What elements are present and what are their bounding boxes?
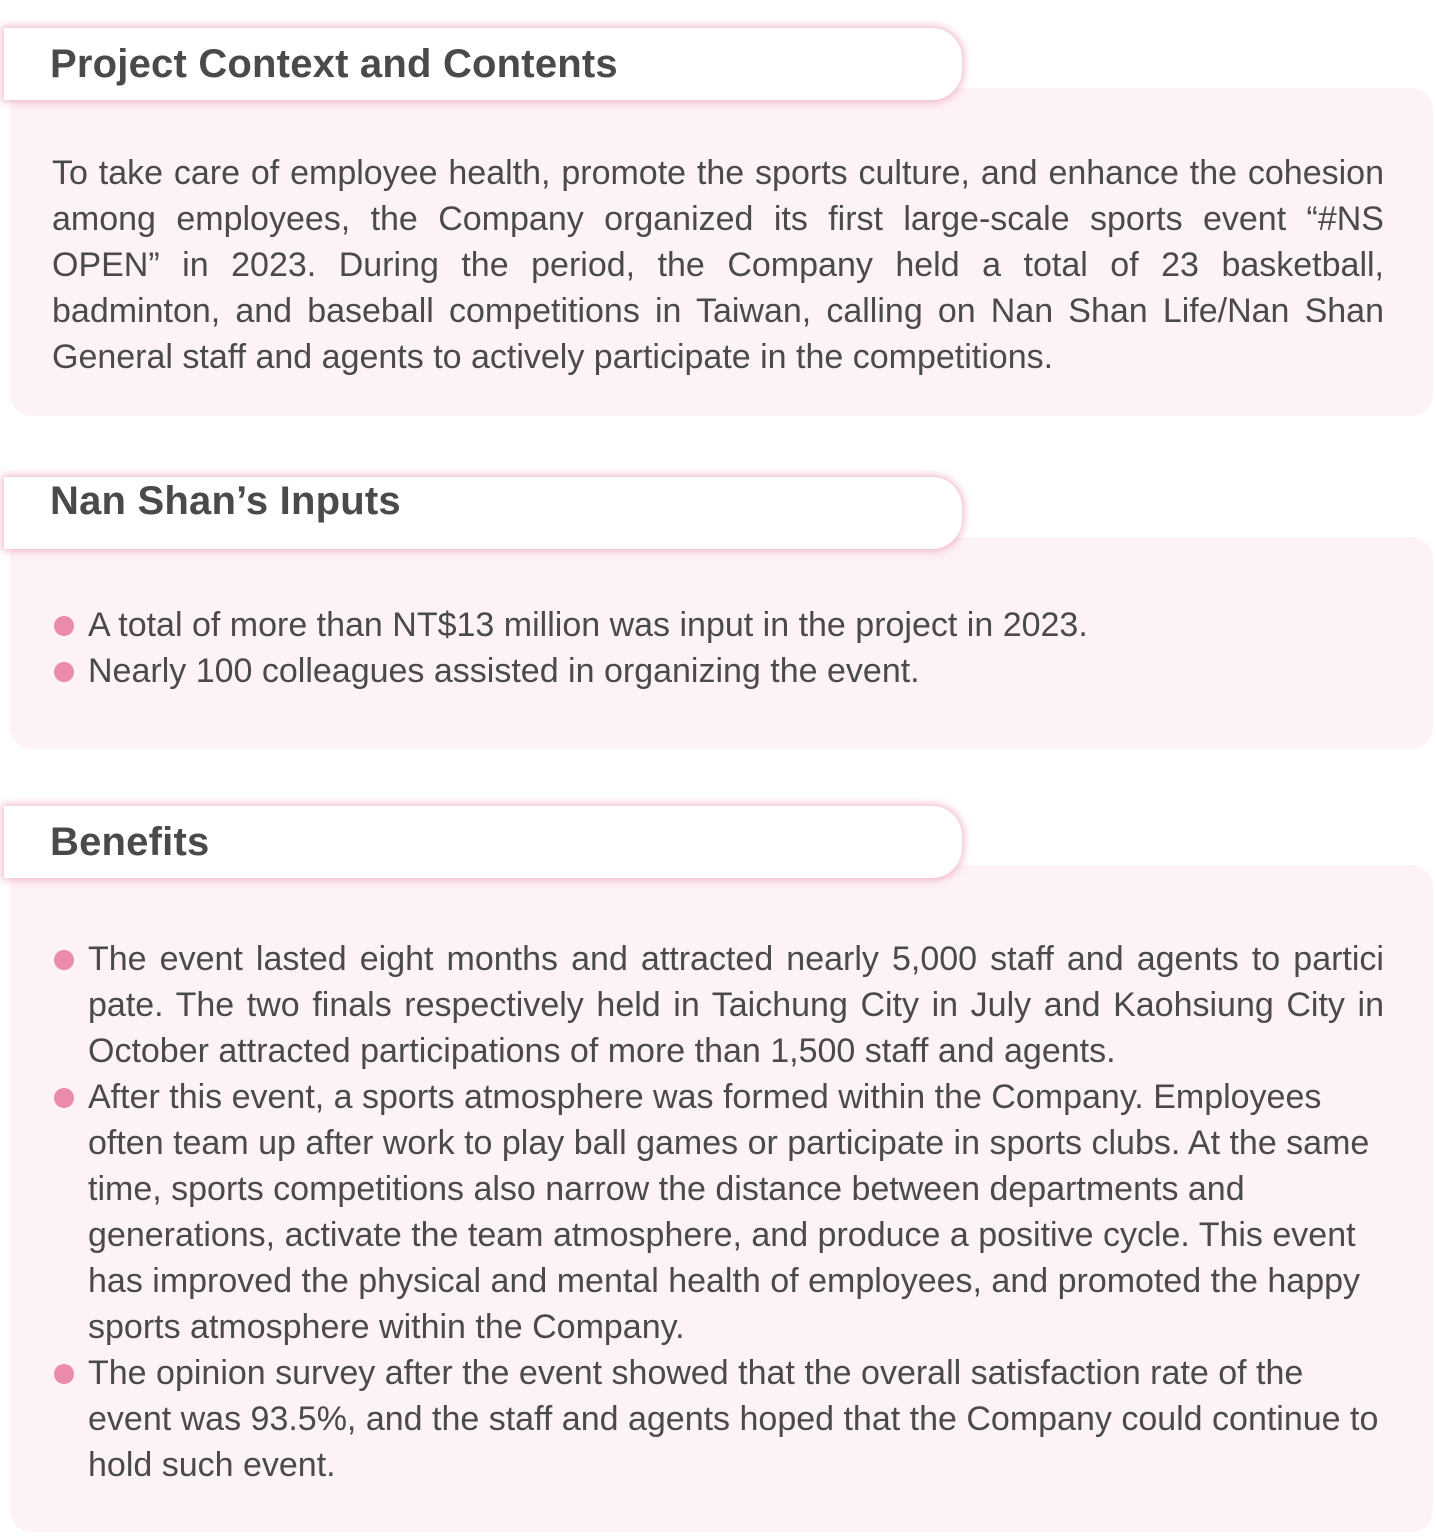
list-item-text: After this event, a sports atmosphere was formed within the Company. Employees often team up after work to play ball games or participate in sports clubs. At the same time, sports competitions also narrow the distance between departments and generations, activate the team atmosphere, and produce a positive cycle. This event has improved the physical and mental health of employees, and promoted the happy sports atmosphere within the Company. (88, 1078, 1370, 1346)
list-item (52, 1350, 1384, 1488)
bullet-icon (54, 950, 74, 970)
benefits-list (52, 936, 1384, 1488)
list-item (52, 1074, 1384, 1350)
inputs-header (4, 477, 962, 549)
bullet-icon (54, 1088, 74, 1108)
list-item (52, 936, 1384, 1074)
list-item (52, 648, 1384, 694)
project-context-header (4, 28, 962, 100)
list-item-text: Nearly 100 colleagues assisted in organizing the event. (88, 652, 920, 690)
section-title: Benefits (50, 819, 210, 864)
list-item-text: A total of more than NT$13 million was input in the project in 2023. (88, 606, 1088, 644)
inputs-list (52, 602, 1384, 694)
bullet-icon (54, 662, 74, 682)
section-title: Nan Shan’s Inputs (50, 478, 401, 523)
list-item-text: The opinion survey after the event showed that the overall satisfaction rate of the event was 93.5%, and the staff and agents hoped that the Company could continue to hold such event. (88, 1354, 1379, 1484)
list-item (52, 602, 1384, 648)
list-item-text: The event lasted eight months and attracted nearly 5,000 staff and agents to partici pate. The two finals respectively held in Taichung City in July and Kaohsiung City in October attracted participations of more than 1,500 staff and agents. (88, 940, 1384, 1070)
bullet-icon (54, 616, 74, 636)
benefits-header (4, 806, 962, 878)
project-context-paragraph: To take care of employee health, promote the sports culture, and enhance the cohesion among employees, the Company organized its first large-scale sports event “#NS OPEN” in 2023. During the period, the Company held a total of 23 basketball, badminton, and baseball competitions in Taiwan, calling on Nan Shan Life/Nan Shan General staff and agents to actively participate in the competitions. (52, 154, 1384, 376)
bullet-icon (54, 1364, 74, 1384)
section-title: Project Context and Contents (50, 41, 618, 86)
